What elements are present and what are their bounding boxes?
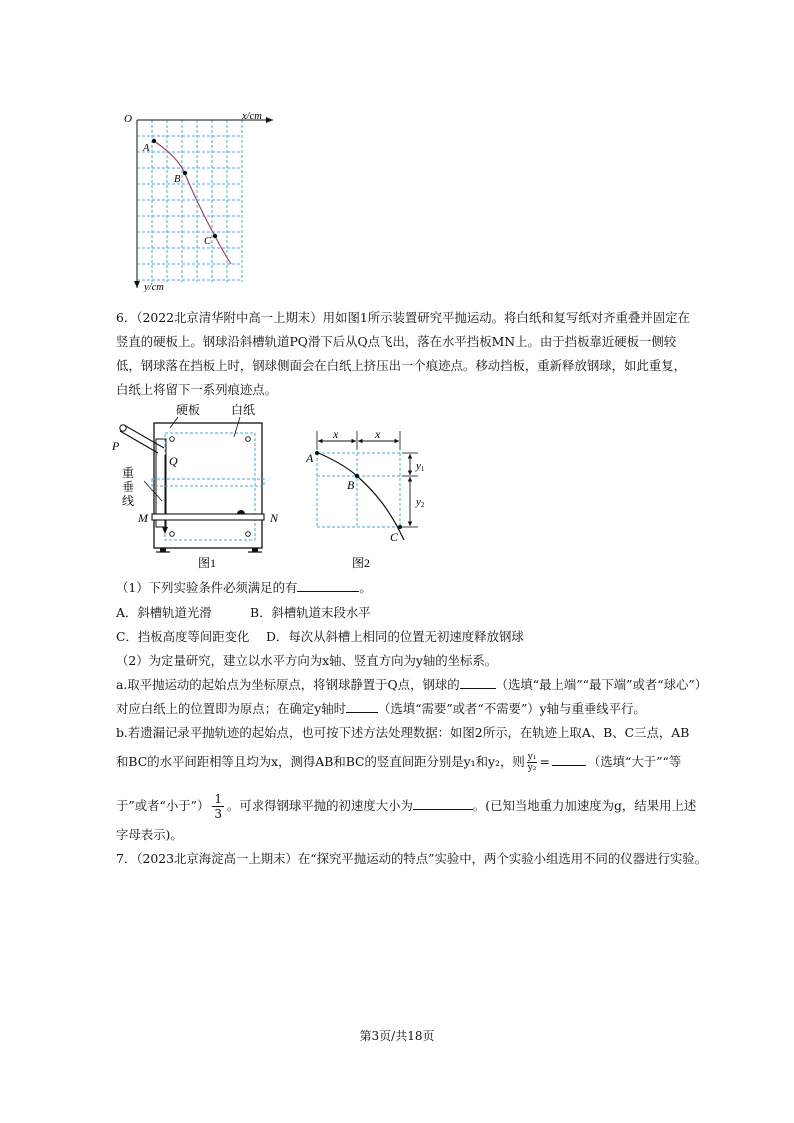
figure-2: [300, 428, 440, 573]
figure-1-caption: 图1: [198, 556, 217, 570]
label-y1: y1: [416, 460, 425, 473]
label-y2: y2: [416, 496, 425, 509]
part2-a-line-2: 对应白纸上的位置即为原点；在确定y轴时 （选填“需要”或者“不需要”）y轴与重垂线平行。: [116, 701, 646, 716]
trajectory-curve: [154, 141, 231, 264]
point-a: [152, 139, 156, 143]
part2-a-line-1: a.取平抛运动的起始点为坐标原点，将钢球静置于Q点，钢球的 （选填“最上端”“最下端”或者“球心”）: [116, 677, 708, 692]
part1-option-a: A．斜槽轨道光滑: [116, 605, 212, 620]
x-axis-label: x/cm: [242, 111, 262, 122]
part2-b-line-2: 和BC的水平间距相等且均为x，测得AB和BC的竖直间距分别是y₁和y₂，则 $\frac{\text{y₁}}{\text{y₂}}$ = （选填“大于”“等: [116, 752, 682, 773]
part1-option-b: B．斜槽轨道末段水平: [250, 605, 371, 620]
label-x-2: x: [375, 428, 381, 441]
q6-line-4: 白纸上将留下一系列痕迹点。: [116, 382, 278, 397]
point-c-label: C: [204, 236, 212, 247]
label-m: M: [138, 511, 148, 525]
part2-b-line-3: 于”或者“小于”） $\frac{1}{3}$ 。可求得钢球平抛的初速度大小为 。(已知当地重力加速度为g，结果用上述: [116, 792, 697, 821]
label-hardboard: 硬板: [176, 403, 201, 417]
point-c: [213, 234, 217, 238]
origin-label: O: [124, 113, 132, 125]
label-plumb-1: 重: [122, 466, 135, 480]
y-axis-label: y/cm: [144, 282, 164, 292]
q7-text: 7．（2023北京海淀高一上期末）在“探究平抛运动的特点”实验中，两个实验小组选用不同的仪器进行实验。: [116, 851, 708, 866]
part1-option-c: C．挡板高度等间距变化: [116, 629, 250, 644]
fraction-one-third: $\frac{1}{3}$: [214, 792, 222, 821]
point-b: [183, 171, 187, 175]
part2-intro: （2）为定量研究，建立以水平方向为x轴、竖直方向为y轴的坐标系。: [116, 653, 498, 668]
label-n: N: [270, 511, 279, 525]
ratio-y1-y2: $\frac{\text{y₁}}{\text{y₂}}$: [527, 752, 537, 773]
point-b-label: B: [174, 174, 181, 185]
part2-b-blank-2[interactable]: [413, 798, 473, 810]
q6-line-3: 低，钢球落在挡板上时，钢球侧面会在白纸上挤压出一个痕迹点。移动挡板，重新释放钢球，如此重复，: [116, 358, 686, 373]
baffle-mn: [152, 514, 264, 520]
fig2-label-c: C: [390, 530, 399, 544]
label-plumb-2: 垂: [122, 480, 135, 494]
label-q: Q: [169, 454, 178, 468]
label-paper: 白纸: [231, 403, 256, 417]
fig2-label-b: B: [347, 478, 355, 492]
fig2-grid: [317, 453, 400, 527]
part2-b-line-1: b.若遗漏记录平抛轨迹的起始点，也可按下述方法处理数据：如图2所示，在轨迹上取A、B、C三点，AB: [116, 725, 690, 740]
part2-a-blank-1[interactable]: [460, 677, 496, 689]
q6-line-1: 6．（2022北京清华附中高一上期末）用如图1所示装置研究平抛运动。将白纸和复写纸对齐重叠并固定在: [116, 310, 690, 325]
part1-answer-blank[interactable]: [297, 580, 359, 592]
grid: [137, 120, 242, 282]
part1-option-d: D．每次从斜槽上相同的位置无初速度释放钢球: [266, 629, 524, 644]
label-plumb-3: 线: [122, 494, 135, 508]
part2-a-blank-2[interactable]: [346, 701, 378, 713]
part2-b-blank-1[interactable]: [552, 754, 586, 766]
part1-question: （1）下列实验条件必须满足的有 。: [116, 580, 372, 595]
figure-1: [112, 403, 292, 573]
label-p: P: [112, 439, 120, 453]
figure-2-caption: 图2: [352, 556, 371, 570]
label-x-1: x: [333, 428, 339, 441]
trajectory-graph: [118, 110, 278, 292]
point-a-label: A: [143, 143, 150, 154]
page-number: 第3页/共18页: [359, 1029, 435, 1043]
part2-b-line-4: 字母表示)。: [116, 827, 183, 842]
fig2-label-a: A: [306, 451, 314, 465]
q6-line-2: 竖直的硬板上。钢球沿斜槽轨道PQ滑下后从Q点飞出，落在水平挡板MN上。由于挡板靠近硬板一侧较: [116, 334, 677, 349]
